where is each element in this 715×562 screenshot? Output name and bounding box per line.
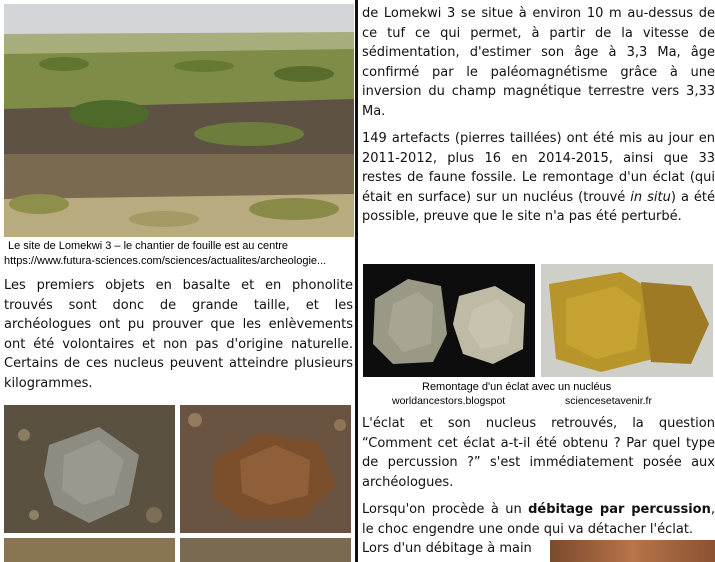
- right-paragraph-2: [362, 129, 715, 227]
- core-photo-2: [180, 405, 351, 533]
- column-divider: [355, 0, 358, 562]
- refit-stones-illustration: [541, 264, 713, 377]
- core-photo-1: [4, 405, 175, 533]
- refit-photo-left: [363, 264, 535, 377]
- source-right[interactable]: sciencesetavenir.fr: [565, 395, 652, 407]
- stone-core-illustration: [4, 405, 175, 533]
- right-column: [360, 0, 715, 562]
- p4-bold: débitage par percussion: [528, 502, 711, 517]
- refit-photo-right: [541, 264, 713, 377]
- percussion-photo: [550, 540, 715, 562]
- p2-text-1: 149 artefacts (pierres taillées) ont été mis au jour en 2011-2012, plus 16 en 2014-2015, ainsi que 33 restes de faune fossile. Le remontage d'un éclat (qui était en surface) sur un nucléus (trouvé: [362, 131, 715, 205]
- core-photo-3: [4, 538, 175, 562]
- right-paragraph-1: de Lomekwi 3 se situe à environ 10 m au-dessus de ce tuf ce qui permet, à partir de la vitesse de sédimentation, d'estimer son âge à 3,3 Ma, âge confirmé par le paléomagnétisme grâce à une inversion du champ magnétique terrestre vers 3,33 Ma.: [362, 6, 715, 119]
- stone-core-illustration: [180, 405, 351, 533]
- p4-text-1: Lorsqu'on procède à un: [362, 502, 529, 517]
- p2-italic: in situ: [630, 189, 671, 205]
- refit-caption: Remontage d'un éclat avec un nucléus: [422, 381, 612, 393]
- p4-text-2: , le choc engendre une onde qui va détacher l'éclat.: [362, 502, 715, 537]
- core-photo-4: [180, 538, 351, 562]
- savanna-landscape-illustration: [4, 4, 354, 237]
- photo-caption: Le site de Lomekwi 3 – le chantier de fouille est au centre: [8, 240, 289, 252]
- photo-source-url[interactable]: https://www.futura-sciences.com/sciences/actualites/archeologie...: [4, 255, 327, 267]
- right-paragraph-5: Lors d'un débitage à main: [362, 541, 532, 556]
- lomekwi-site-photo: [4, 4, 354, 237]
- p2-text-2: ) a été possible, preuve que le site n'a pas été perturbé.: [362, 189, 715, 224]
- refit-stones-illustration: [363, 264, 535, 377]
- right-paragraph-3: L'éclat et son nucleus retrouvés, la question “Comment cet éclat a-t-il été obtenu ? Par quel type de percussion ?” s'est immédiatement posée aux archéologues.: [362, 416, 715, 490]
- source-left[interactable]: worldancestors.blogspot: [392, 395, 506, 407]
- left-column: [0, 0, 354, 562]
- left-paragraph: Les premiers objets en basalte et en phonolite trouvés sont donc de grande taille, et les archéologues ont pu prouver que les enlèvements ont été volontaires et non pas d'origine naturelle. Certains de ces nucleus peuvent atteindre plusieurs kilogrammes.: [4, 278, 353, 391]
- right-paragraph-4: [362, 500, 715, 539]
